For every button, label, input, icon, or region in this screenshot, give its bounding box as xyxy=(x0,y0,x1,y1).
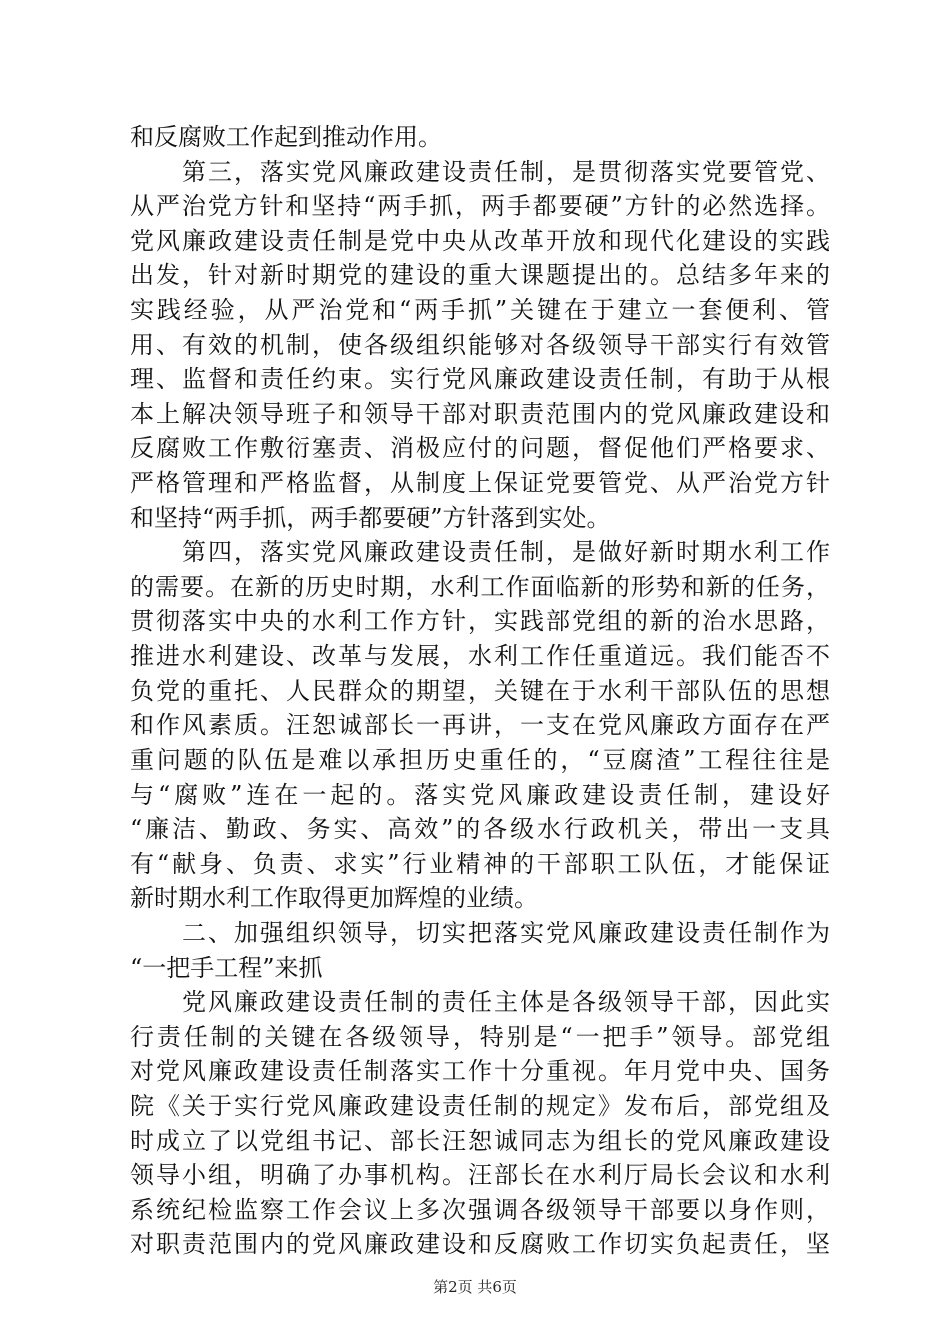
text-line: 时成立了以党组书记、部长汪恕诚同志为组长的党风廉政建设 xyxy=(130,1127,830,1155)
paragraph-first-line: 第三，落实党风廉政建设责任制，是贯彻落实党要管党、 xyxy=(182,158,830,186)
paragraph-first-line: 第四，落实党风廉政建设责任制，是做好新时期水利工作 xyxy=(182,538,830,566)
text-line: 的需要。在新的历史时期，水利工作面临新的形势和新的任务， xyxy=(130,573,830,601)
text-line: 用、有效的机制，使各级组织能够对各级领导干部实行有效管 xyxy=(130,331,830,359)
text-line: 严格管理和严格监督，从制度上保证党要管党、从严治党方针 xyxy=(130,469,830,497)
text-line: 党风廉政建设责任制是党中央从改革开放和现代化建设的实践 xyxy=(130,227,830,255)
text-line: 反腐败工作敷衍塞责、消极应付的问题，督促他们严格要求、 xyxy=(130,434,830,462)
text-line: 有“献身、负责、求实”行业精神的干部职工队伍，才能保证 xyxy=(130,850,830,878)
section-heading-line: “一把手工程”来抓 xyxy=(130,954,323,982)
text-line: 新时期水利工作取得更加辉煌的业绩。 xyxy=(130,884,538,912)
text-line: 从严治党方针和坚持“两手抓，两手都要硬”方针的必然选择。 xyxy=(130,192,830,220)
section-heading-line: 二、加强组织领导，切实把落实党风廉政建设责任制作为 xyxy=(182,919,830,947)
paragraph-first-line: 党风廉政建设责任制的责任主体是各级领导干部，因此实 xyxy=(182,988,830,1016)
text-line: 出发，针对新时期党的建设的重大课题提出的。总结多年来的 xyxy=(130,261,830,289)
text-line: 理、监督和责任约束。实行党风廉政建设责任制，有助于从根 xyxy=(130,365,830,393)
text-line: 和坚持“两手抓，两手都要硬”方针落到实处。 xyxy=(130,504,611,532)
text-line: 贯彻落实中央的水利工作方针，实践部党组的新的治水思路， xyxy=(130,607,830,635)
text-line: 院《关于实行党风廉政建设责任制的规定》发布后，部党组及 xyxy=(130,1092,830,1120)
text-line: 推进水利建设、改革与发展，水利工作任重道远。我们能否不 xyxy=(130,642,830,670)
page-number-footer: 第2页 共6页 xyxy=(433,1278,517,1296)
text-line: 本上解决领导班子和领导干部对职责范围内的党风廉政建设和 xyxy=(130,400,830,428)
text-line: “廉洁、勤政、务实、高效”的各级水行政机关，带出一支具 xyxy=(130,815,830,843)
text-line: 实践经验，从严治党和“两手抓”关键在于建立一套便利、管 xyxy=(130,296,830,324)
text-line: 和作风素质。汪恕诚部长一再讲，一支在党风廉政方面存在严 xyxy=(130,711,830,739)
text-line: 对职责范围内的党风廉政建设和反腐败工作切实负起责任，坚 xyxy=(130,1230,830,1258)
text-line: 负党的重托、人民群众的期望，关键在于水利干部队伍的思想 xyxy=(130,677,830,705)
text-line: 对党风廉政建设责任制落实工作十分重视。年月党中央、国务 xyxy=(130,1057,830,1085)
text-line: 重问题的队伍是难以承担历史重任的，“豆腐渣”工程往往是 xyxy=(130,746,830,774)
text-line: 行责任制的关键在各级领导，特别是“一把手”领导。部党组 xyxy=(130,1023,830,1051)
text-line: 和反腐败工作起到推动作用。 xyxy=(130,123,442,151)
text-line: 与“腐败”连在一起的。落实党风廉政建设责任制，建设好 xyxy=(130,781,830,809)
text-line: 系统纪检监察工作会议上多次强调各级领导干部要以身作则， xyxy=(130,1196,830,1224)
text-line: 领导小组，明确了办事机构。汪部长在水利厅局长会议和水利 xyxy=(130,1161,830,1189)
